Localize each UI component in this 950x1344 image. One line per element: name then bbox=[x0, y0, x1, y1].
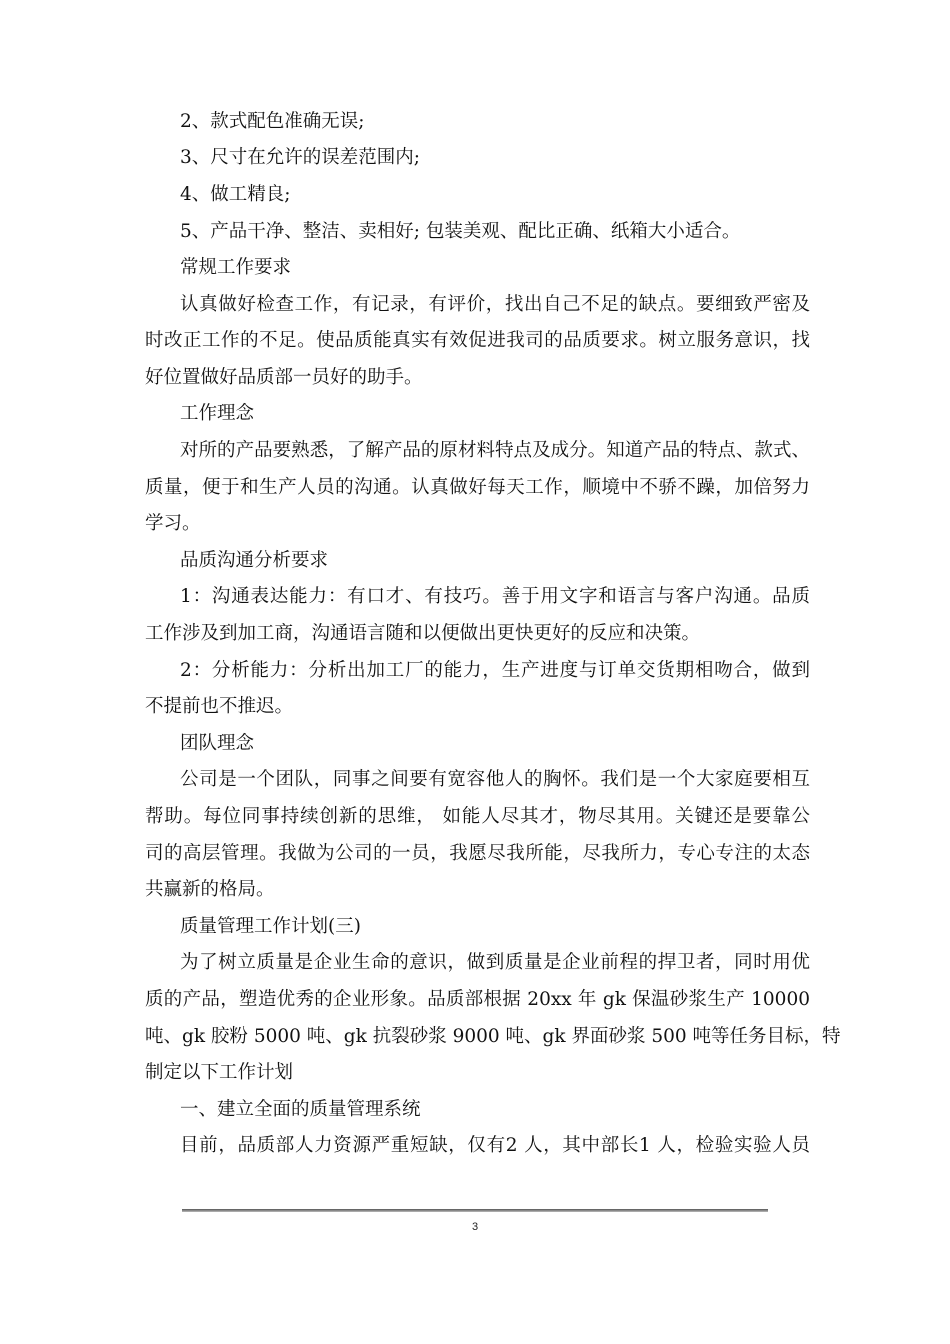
paragraph-line: 1：沟通表达能力：有口才、有技巧。善于用文字和语言与客户沟通。品质 bbox=[180, 586, 810, 607]
paragraph-line: 时改正工作的不足。使品质能真实有效促进我司的品质要求。树立服务意识，找 bbox=[145, 330, 810, 351]
section-heading: 一、建立全面的质量管理系统 bbox=[180, 1099, 421, 1120]
paragraph-line: 共赢新的格局。 bbox=[145, 879, 275, 900]
list-item: 3、尺寸在允许的误差范围内; bbox=[180, 147, 421, 168]
section-heading: 团队理念 bbox=[180, 733, 255, 754]
paragraph-line: 好位置做好品质部一员好的助手。 bbox=[145, 367, 423, 388]
paragraph-line: 质量，便于和生产人员的沟通。认真做好每天工作，顺境中不骄不躁，加倍努力 bbox=[145, 477, 810, 498]
paragraph-line: 为了树立质量是企业生命的意识，做到质量是企业前程的捍卫者，同时用优 bbox=[180, 952, 810, 973]
paragraph-line: 不提前也不推迟。 bbox=[145, 696, 294, 717]
list-item: 2、款式配色准确无误; bbox=[180, 111, 365, 132]
section-heading: 质量管理工作计划(三) bbox=[180, 916, 361, 937]
paragraph-line: 帮助。每位同事持续创新的思维， 如能人尽其才，物尽其用。关键还是要靠公 bbox=[145, 806, 810, 827]
paragraph-line: 工作涉及到加工商，沟通语言随和以便做出更快更好的反应和决策。 bbox=[145, 623, 701, 644]
paragraph-line: 质的产品，塑造优秀的企业形象。品质部根据 20xx 年 gk 保温砂浆生产 10000 bbox=[145, 989, 810, 1010]
paragraph-line: 司的高层管理。我做为公司的一员，我愿尽我所能，尽我所力，专心专注的太态 bbox=[145, 843, 810, 864]
list-item: 5、产品干净、整洁、卖相好; 包装美观、配比正确、纸箱大小适合。 bbox=[180, 221, 741, 242]
paragraph-line: 吨、gk 胶粉 5000 吨、gk 抗裂砂浆 9000 吨、gk 界面砂浆 500 吨等任务目标，特 bbox=[145, 1026, 841, 1047]
page-number: 3 bbox=[471, 1221, 479, 1233]
section-heading: 常规工作要求 bbox=[180, 257, 292, 278]
paragraph-line: 2：分析能力：分析出加工厂的能力，生产进度与订单交货期相吻合，做到 bbox=[180, 660, 810, 681]
section-heading: 品质沟通分析要求 bbox=[180, 550, 329, 571]
paragraph-line: 制定以下工作计划 bbox=[145, 1062, 294, 1083]
paragraph-line: 学习。 bbox=[145, 513, 201, 534]
paragraph-line: 公司是一个团队，同事之间要有宽容他人的胸怀。我们是一个大家庭要相互 bbox=[180, 769, 810, 790]
paragraph-line: 对所的产品要熟悉，了解产品的原材料特点及成分。知道产品的特点、款式、 bbox=[180, 440, 810, 461]
paragraph-line: 目前，品质部人力资源严重短缺，仅有2 人，其中部长1 人，检验实验人员 bbox=[180, 1135, 810, 1156]
list-item: 4、做工精良; bbox=[180, 184, 291, 205]
footer-divider bbox=[182, 1209, 768, 1212]
paragraph-line: 认真做好检查工作，有记录，有评价，找出自己不足的缺点。要细致严密及 bbox=[180, 294, 810, 315]
section-heading: 工作理念 bbox=[180, 403, 255, 424]
